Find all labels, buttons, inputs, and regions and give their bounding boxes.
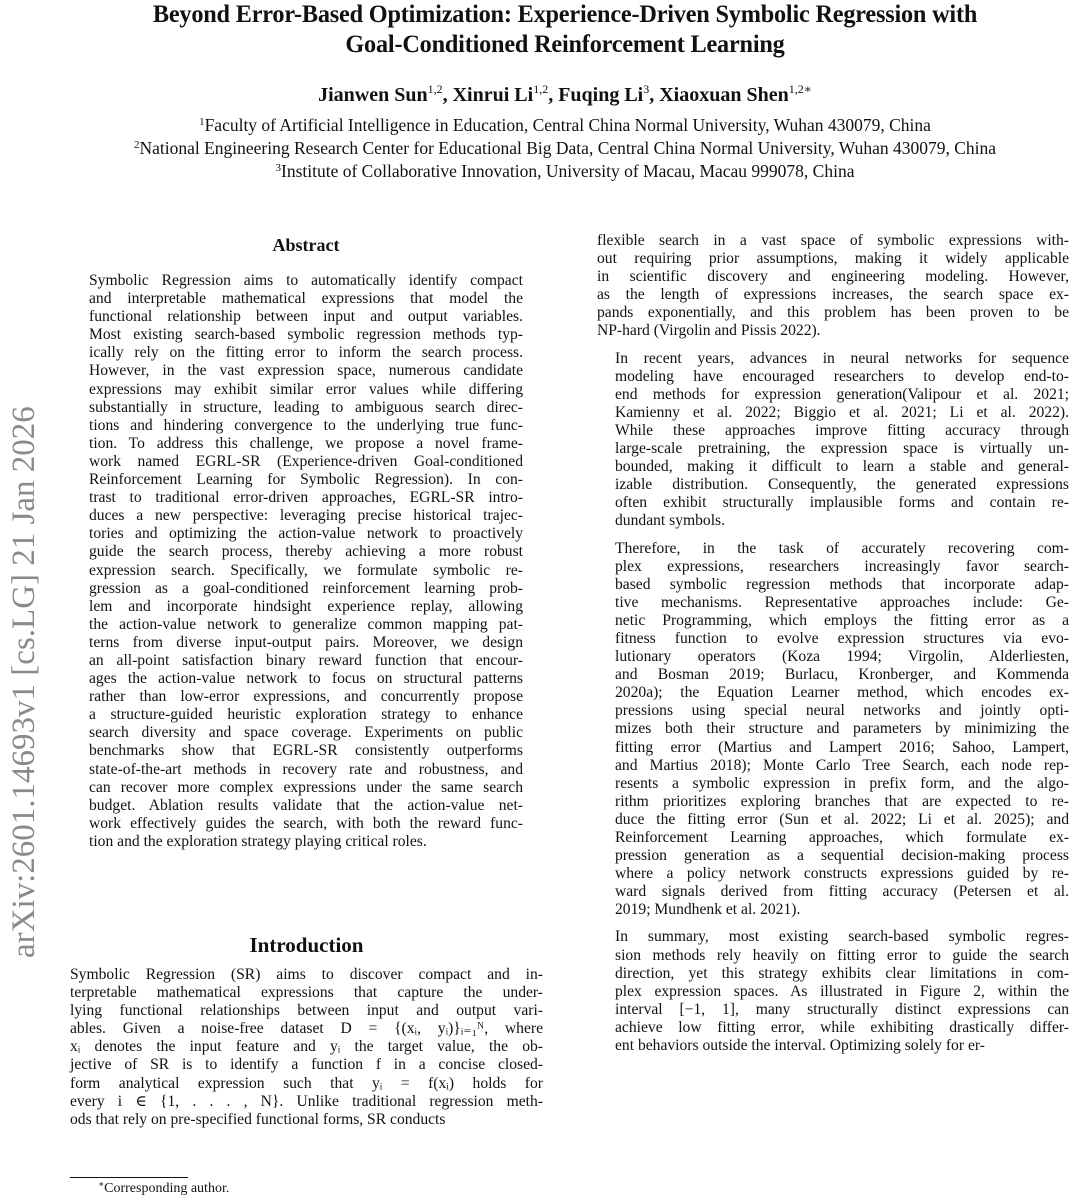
text-line: resents a symbolic expression in prefix form, and the algo- [615, 774, 1069, 792]
text-line: NP-hard (Virgolin and Pissis 2022). [597, 322, 821, 340]
abstract-body [89, 272, 523, 851]
text-line: rithm prioritizes exploring branches that are expected to re- [615, 792, 1069, 810]
text-line: and interpretable mathematical expressions that model the [89, 290, 523, 308]
text-line: search diversity and space coverage. Experiments on public [89, 724, 523, 742]
text-line: rather than low-error expressions, and concurrently propose [89, 688, 523, 706]
author-name: Xinrui Li [452, 84, 534, 106]
abstract-section [89, 234, 523, 851]
text-line: form analytical expression such that yᵢ = f(xᵢ) holds for [70, 1074, 543, 1092]
text-line: based symbolic regression methods that incorporate adap- [615, 575, 1069, 593]
author-list: Jianwen Sun$^{1,2}$, Xinrui Li$^{1,2}$, Fuqing Li$^3$, Xiaoxuan Shen$^{1,2∗}$ [318, 82, 812, 106]
text-line: expressions may exhibit similar error values while differing [89, 380, 523, 398]
introduction-section-right [597, 232, 1069, 1055]
text-line: 2019; Mundhenk et al. 2021). [615, 901, 801, 919]
introduction-paragraph [597, 350, 1069, 531]
text-line: ent behaviors outside the interval. Optimizing solely for er- [615, 1037, 985, 1055]
text-line: lying functional relationships between input and output vari- [70, 1002, 543, 1020]
text-line: interval [−1, 1], many structurally distinct expressions can [615, 1000, 1069, 1018]
text-line: bounded, making it difficult to learn a stable and general- [615, 458, 1069, 476]
text-line: direction, yet this strategy exhibits clear limitations in com- [615, 964, 1069, 982]
text-line: Reinforcement Learning approaches, which formulate ex- [615, 829, 1069, 846]
text-line: tion. To address this challenge, we propose a novel frame- [89, 434, 523, 452]
text-line: xᵢ denotes the input feature and yᵢ the target value, the ob- [70, 1038, 543, 1056]
text-line: tions and hindering convergence to the underlying true func- [89, 416, 523, 434]
text-line: large-scale pretraining, the expression space is virtually un- [615, 440, 1069, 458]
text-line: functional relationship between input and output variables. [89, 308, 523, 326]
introduction-paragraph [70, 966, 543, 1129]
author-affil-mark: 1,2 [427, 82, 443, 96]
text-line: netic Programming, which employs the fitting error as a [615, 611, 1069, 629]
text-line: as the length of expressions increases, the search space ex- [597, 286, 1069, 304]
footnote-divider [70, 1177, 188, 1178]
text-line: benchmarks show that EGRL-SR consistently outperforms [89, 742, 523, 760]
text-line: sion methods rely heavily on fitting error to guide the search [615, 946, 1069, 964]
text-line: ables. Given a noise-free dataset D = {(xᵢ, yᵢ)}ᵢ₌₁ᴺ, where [70, 1020, 543, 1038]
text-line: Symbolic Regression aims to automatically identify compact [89, 272, 523, 289]
text-line: and Bosman 2019; Burlacu, Kronberger, and Kommenda [615, 666, 1069, 684]
text-line: duces a new perspective: leveraging precise historical trajec- [89, 507, 523, 525]
text-line: In recent years, advances in neural networks for sequence [615, 349, 1069, 367]
text-line: state-of-the-art methods in recovery rate and robustness, and [89, 760, 523, 778]
text-line: 2020a); the Equation Learner method, which encodes ex- [615, 684, 1069, 702]
text-line: izable distribution. Consequently, the generated expressions [615, 476, 1069, 494]
footnote-mark: ∗ [98, 1179, 105, 1189]
introduction-paragraph [597, 540, 1069, 920]
title-line-2: Goal-Conditioned Reinforcement Learning [345, 31, 785, 58]
footnote [98, 1180, 229, 1198]
text-line: modeling have encouraged researchers to develop end-to- [615, 367, 1069, 385]
paper-title [75, 0, 1055, 60]
text-line: gression as a goal-conditioned reinforcement learning prob- [89, 579, 523, 597]
text-line: lem and incorporate hindsight experience replay, allowing [89, 597, 523, 615]
text-line: an all-point satisfaction binary reward function that encour- [89, 651, 523, 669]
text-line: Reinforcement Learning for Symbolic Regression). In con- [89, 471, 523, 489]
arxiv-identifier-stamp: arXiv:2601.14693v1 [cs.LG] 21 Jan 2026 [6, 406, 42, 958]
text-line: fitting error (Martius and Lampert 2016; Sahoo, Lampert, [615, 738, 1069, 756]
author-affil-mark: 3 [643, 82, 650, 96]
text-line: terns from diverse input-output pairs. Moreover, we design [89, 633, 523, 651]
text-line: where a policy network constructs expressions guided by re- [615, 865, 1069, 883]
text-line: work named EGRL-SR (Experience-driven Goal-conditioned [89, 452, 523, 470]
title-line-1: Beyond Error-Based Optimization: Experience-Driven Symbolic Regression with [152, 1, 978, 28]
introduction-paragraph [597, 928, 1069, 1055]
text-line: expression search. Specifically, we formulate symbolic re- [89, 561, 523, 579]
text-line: ods that rely on pre-specified functional forms, SR conducts [70, 1110, 446, 1128]
text-line: every i ∈ {1, . . . , N}. Unlike traditional regression meth- [70, 1092, 543, 1110]
footnote-text: Corresponding author. [104, 1181, 230, 1196]
text-line: can recover more complex expressions under the same search [89, 778, 523, 796]
abstract-heading: Abstract [272, 235, 340, 255]
text-line: tion and the exploration strategy playing critical roles. [89, 832, 427, 850]
text-line: duce the fitting error (Sun et al. 2022; Li et al. 2025); and [615, 810, 1069, 828]
text-line: tories and optimizing the action-value network to proactively [89, 525, 523, 543]
text-line: plex expression spaces. As illustrated in Figure 2, within the [615, 982, 1069, 1000]
text-line: guide the search process, thereby achieving a more robust [89, 543, 523, 561]
introduction-heading: Introduction [249, 933, 364, 957]
author-name: Fuqing Li [558, 84, 644, 106]
text-line: dundant symbols. [615, 512, 726, 530]
text-line: flexible search in a vast space of symbolic expressions with- [597, 232, 1069, 249]
text-line: a structure-guided heuristic exploration strategy to enhance [89, 706, 523, 724]
text-line: ward signals derived from fitting accuracy (Petersen et al. [615, 883, 1069, 901]
text-line: terpretable mathematical expressions that capture the under- [70, 984, 543, 1002]
text-line: in scientific discovery and engineering modeling. However, [597, 268, 1069, 286]
text-line: pands exponentially, and this problem has been proven to be [597, 304, 1069, 322]
affiliation: $^2$National Engineering Research Center for Educational Big Data, Central China Normal University, Wuhan 430079, China [133, 138, 997, 158]
affiliation: $^3$Institute of Collaborative Innovation, University of Macau, Macau 999078, China [275, 161, 855, 181]
text-line: the action-value network to generalize common mapping pat- [89, 615, 523, 633]
text-line: plex expressions, researchers increasingly favor search- [615, 557, 1069, 575]
introduction-paragraph [597, 232, 1069, 341]
text-line: Symbolic Regression (SR) aims to discover compact and in- [70, 966, 543, 983]
text-line: pressions using special neural networks and jointly opti- [615, 702, 1069, 720]
author-name: Xiaoxuan Shen [659, 84, 789, 106]
text-line: ages the action-value network to focus on structural patterns [89, 670, 523, 688]
text-line: Kamienny et al. 2022; Biggio et al. 2021; Li et al. 2022). [615, 403, 1069, 421]
author-affil-mark: 1,2 [533, 82, 549, 96]
affiliation-list [60, 114, 1070, 183]
affiliation: $^1$Faculty of Artificial Intelligence in Education, Central China Normal University, Wuhan 430079, China [199, 115, 931, 135]
text-line: work effectively guides the search, with both the reward func- [89, 814, 523, 832]
text-line: mizes both their structure and parameters by minimizing the [615, 720, 1069, 738]
text-line: trast to traditional error-driven approaches, EGRL-SR intro- [89, 489, 523, 507]
author-name: Jianwen Sun [318, 84, 428, 106]
text-line: tive mechanisms. Representative approaches include: Ge- [615, 593, 1069, 611]
text-line: fitness function to evolve expression structures via evo- [615, 629, 1069, 647]
text-line: and Martius 2018); Monte Carlo Tree Search, each node rep- [615, 756, 1069, 774]
text-line: Most existing search-based symbolic regression methods typ- [89, 326, 523, 344]
author-affil-mark: 1,2∗ [788, 82, 812, 96]
text-line: ically rely on the fitting error to inform the search process. [89, 344, 523, 362]
text-line: In summary, most existing search-based symbolic regres- [615, 928, 1069, 946]
text-line: end methods for expression generation(Valipour et al. 2021; [615, 385, 1069, 403]
introduction-section-left [70, 932, 543, 1129]
text-line: pression generation as a sequential decision-making process [615, 847, 1069, 865]
text-line: lutionary operators (Koza 1994; Virgolin, Alderliesten, [615, 648, 1069, 666]
text-line: achieve low fitting error, while exhibiting drastically differ- [615, 1018, 1069, 1036]
text-line: While these approaches improve fitting accuracy through [615, 421, 1069, 439]
text-line: However, in the vast expression space, numerous candidate [89, 362, 523, 380]
text-line: often exhibit structurally implausible forms and contain re- [615, 494, 1069, 512]
text-line: jective of SR is to identify a function f in a concise closed- [70, 1056, 543, 1074]
text-line: out requiring prior assumptions, making it widely applicable [597, 250, 1069, 268]
text-line: substantially in structure, leading to ambiguous search direc- [89, 398, 523, 416]
text-line: budget. Ablation results validate that the action-value net- [89, 796, 523, 814]
text-line: Therefore, in the task of accurately recovering com- [615, 539, 1069, 557]
